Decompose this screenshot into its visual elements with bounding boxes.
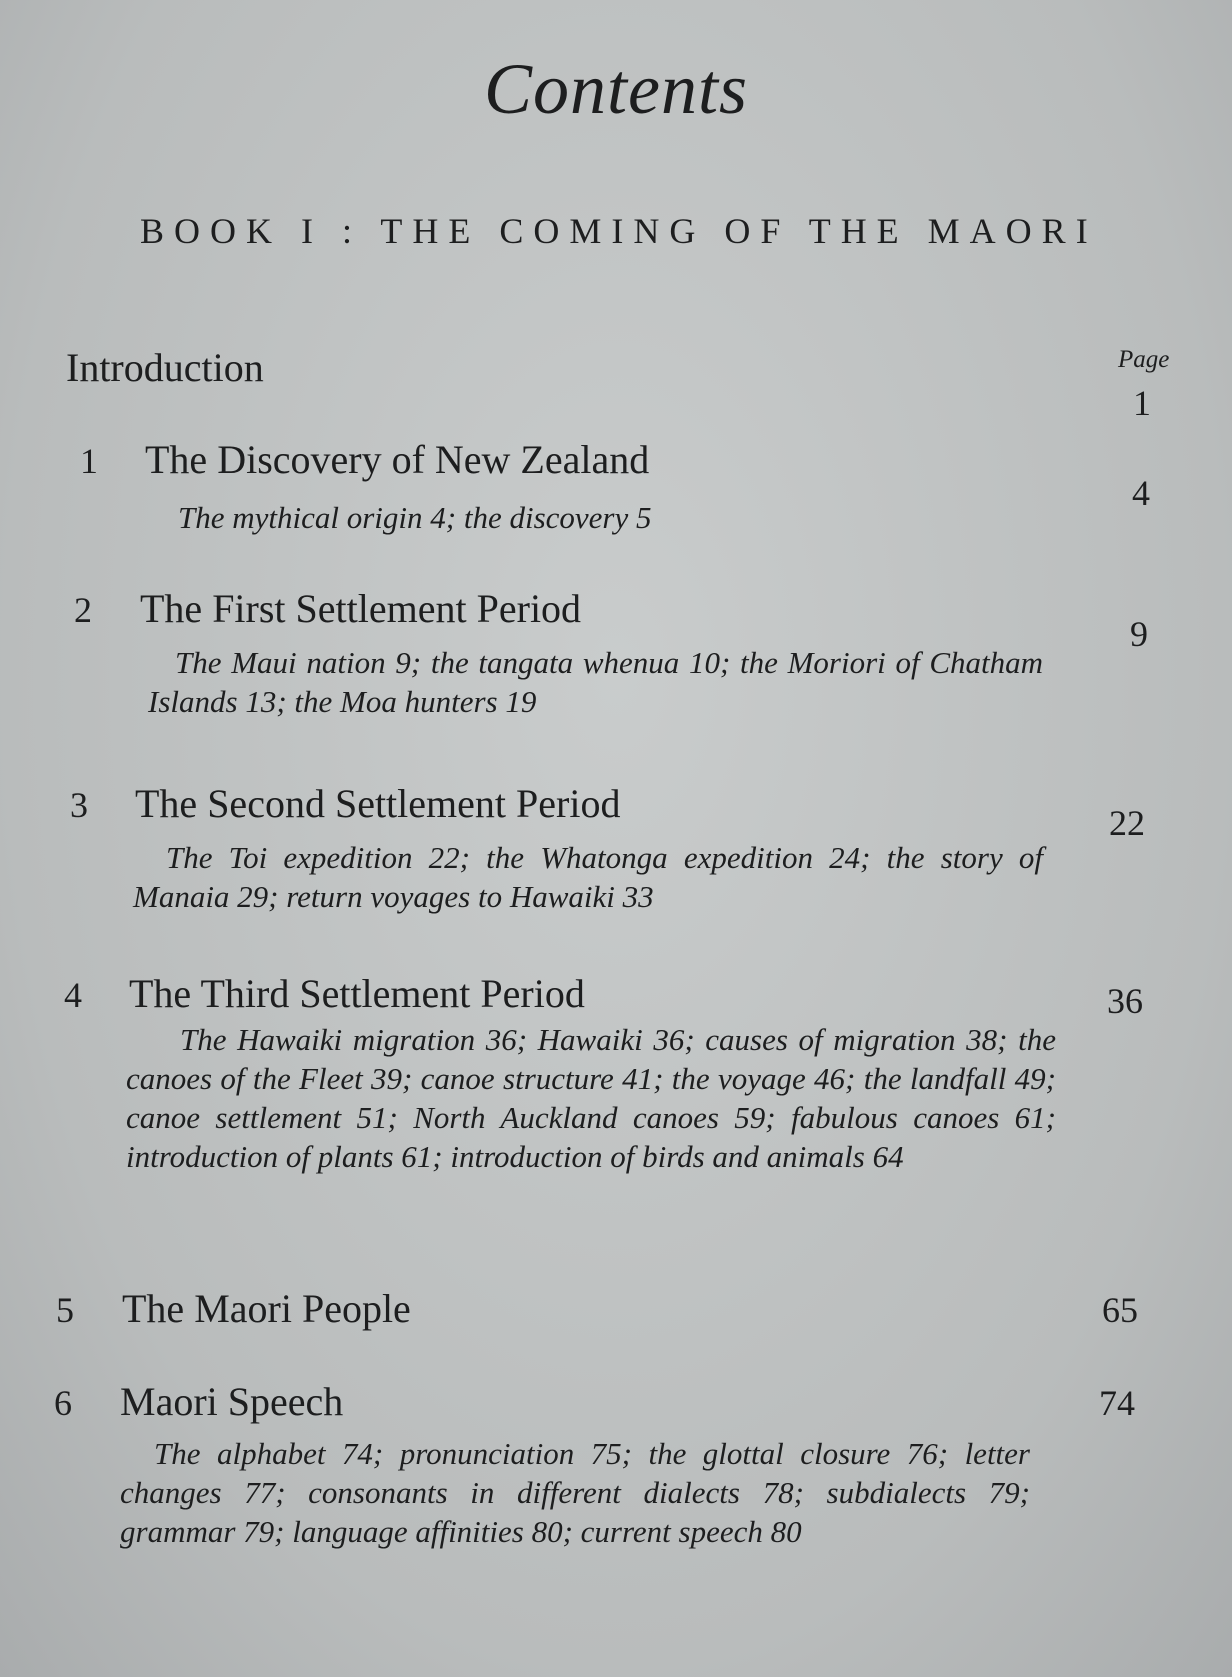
page-title: Contents [483, 49, 748, 129]
chapter-page-number: 9 [1130, 614, 1148, 654]
chapter-number: 6 [54, 1383, 72, 1423]
chapter-number: 2 [74, 590, 92, 630]
chapter-number: 3 [70, 785, 88, 825]
chapter-subtopics: The Hawaiki migration 36; Hawaiki 36; causes of migration 38; the canoes of the Fleet 39; canoe structure 41; the voyage 46; the landfall 49; canoe settlement 51; North Auckland canoes 59; fabulous canoes 61; introduction of plants 61; introduction of birds and animals 64 [126, 1022, 1056, 1174]
chapter-subtopics: The Maui nation 9; the tangata whenua 10; the Moriori of Chatham Islands 13; the Moa hunters 19 [148, 645, 1043, 719]
chapter-page-number: 74 [1099, 1383, 1135, 1423]
chapter-title: The Third Settlement Period [129, 971, 585, 1016]
chapter-page-number: 36 [1107, 981, 1143, 1021]
introduction-label: Introduction [66, 345, 264, 390]
chapter-subtopics: The mythical origin 4; the discovery 5 [178, 500, 652, 535]
chapter-title: Maori Speech [120, 1379, 344, 1424]
chapter-number: 5 [56, 1290, 74, 1330]
book-heading: BOOK I : THE COMING OF THE MAORI [140, 211, 1098, 251]
introduction-page-number: 1 [1133, 383, 1151, 423]
chapter-title: The Discovery of New Zealand [145, 437, 650, 482]
page-column-label: Page [1118, 346, 1170, 373]
chapter-page-number: 65 [1102, 1290, 1138, 1330]
chapter-title: The Maori People [122, 1286, 411, 1331]
chapter-number: 4 [64, 975, 82, 1015]
chapter-subtopics: The alphabet 74; pronunciation 75; the glottal closure 76; letter changes 77; consonants in different dialects 78; subdialects 79; grammar 79; language affinities 80; current speech 80 [120, 1436, 1030, 1549]
chapter-number: 1 [80, 441, 98, 481]
chapter-subtopics: The Toi expedition 22; the Whatonga expedition 24; the story of Manaia 29; return voyages to Hawaiki 33 [133, 840, 1043, 914]
chapter-page-number: 22 [1109, 803, 1145, 843]
chapter-title: The First Settlement Period [140, 586, 582, 631]
chapter-page-number: 4 [1132, 473, 1150, 513]
chapter-title: The Second Settlement Period [135, 781, 621, 826]
